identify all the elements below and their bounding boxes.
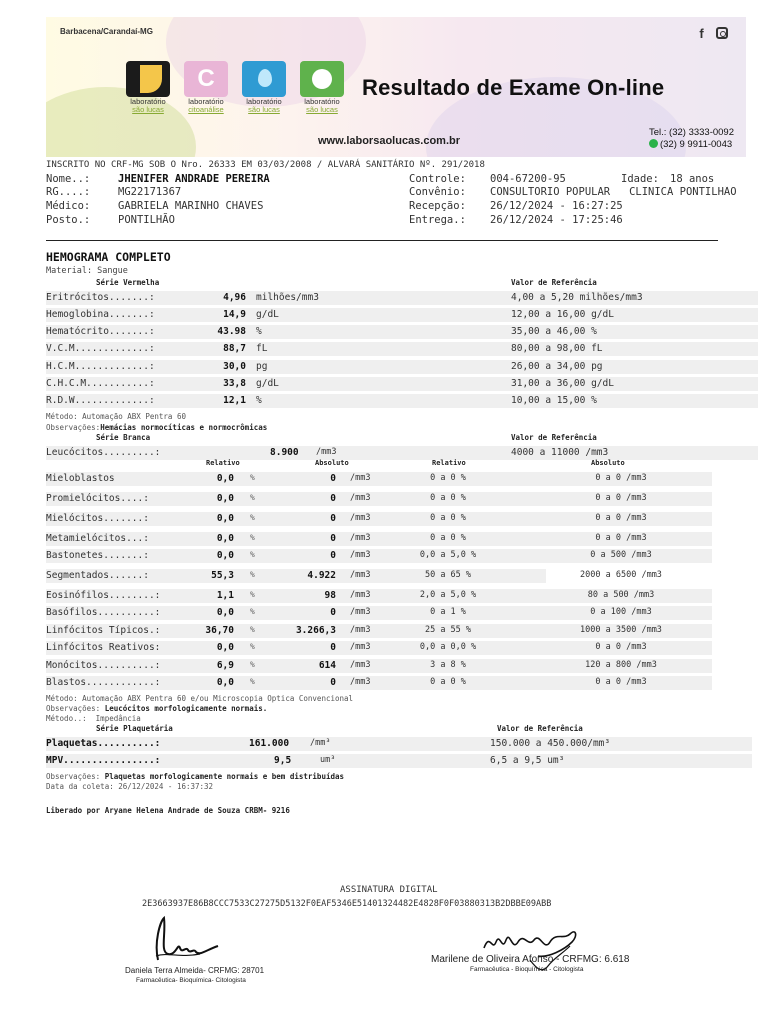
row-unit: /mm3 bbox=[350, 493, 371, 503]
row-label: Basófilos..........: bbox=[46, 607, 161, 618]
row-relative: 0,0 bbox=[216, 607, 234, 618]
row-absolute: 3.266,3 bbox=[295, 625, 336, 636]
table-row bbox=[46, 291, 758, 305]
social-links bbox=[695, 27, 728, 40]
patient-rg: MG22171367 bbox=[118, 186, 182, 198]
reception-label: Recepção: bbox=[409, 200, 466, 212]
row-relative: 55,3 bbox=[211, 570, 234, 581]
page-title: Resultado de Exame On-line bbox=[362, 75, 665, 100]
platelet-value: 161.000 bbox=[249, 738, 290, 749]
row-ref-absolute: 80 a 500 /mm3 bbox=[587, 590, 655, 600]
row-label: C.H.C.M...........: bbox=[46, 378, 155, 389]
row-ref-absolute: 0 a 500 /mm3 bbox=[590, 550, 652, 560]
row-relative: 0,0 bbox=[216, 642, 234, 653]
row-relative: 1,1 bbox=[216, 590, 234, 601]
row-unit: % bbox=[256, 395, 262, 406]
row-reference: 10,00 a 15,00 % bbox=[511, 395, 597, 406]
released-by: Liberado por Aryane Helena Andrade de Souza CRBM- 9216 bbox=[46, 806, 290, 815]
agreement-label: Convênio: bbox=[409, 186, 466, 198]
age-label: Idade: bbox=[621, 173, 659, 185]
row-percent: % bbox=[250, 570, 255, 579]
delivery-label: Entrega.: bbox=[409, 214, 466, 226]
table-row bbox=[46, 342, 758, 356]
row-value: 88,7 bbox=[223, 343, 246, 354]
row-unit: /mm3 bbox=[350, 533, 371, 543]
row-label: Hematócrito.......: bbox=[46, 326, 155, 337]
row-relative: 0,0 bbox=[216, 513, 234, 524]
row-ref-absolute: 0 a 0 /mm3 bbox=[595, 677, 647, 687]
col-ref-absoluto: Absoluto bbox=[591, 459, 625, 467]
table-row bbox=[46, 624, 712, 638]
table-row bbox=[46, 446, 758, 460]
leuco-value: 8.900 bbox=[270, 447, 299, 458]
patient-age: 18 anos bbox=[670, 173, 715, 185]
white-method2: Método..: Impedância bbox=[46, 714, 141, 723]
row-absolute: 0 bbox=[330, 642, 336, 653]
table-row bbox=[46, 377, 758, 391]
row-ref-relative: 50 a 65 % bbox=[424, 570, 472, 580]
row-unit: /mm3 bbox=[350, 642, 371, 652]
table-row bbox=[46, 308, 758, 322]
row-absolute: 0 bbox=[330, 473, 336, 484]
row-absolute: 0 bbox=[330, 533, 336, 544]
row-label: R.D.W.............: bbox=[46, 395, 155, 406]
platelet-series-title: Série Plaquetária bbox=[96, 724, 173, 733]
row-ref-absolute: 0 a 0 /mm3 bbox=[595, 513, 647, 523]
mpv-unit: um³ bbox=[320, 755, 336, 765]
row-reference: 31,00 a 36,00 g/dL bbox=[511, 378, 614, 389]
row-percent: % bbox=[250, 513, 255, 522]
row-percent: % bbox=[250, 607, 255, 616]
collection-date: Data da coleta: 26/12/2024 - 16:37:32 bbox=[46, 782, 214, 791]
table-row bbox=[46, 492, 712, 506]
doctor-label: Médico: bbox=[46, 200, 91, 212]
row-percent: % bbox=[250, 550, 255, 559]
row-ref-relative: 0 a 0 % bbox=[430, 493, 466, 503]
table-row bbox=[46, 394, 758, 408]
control-number: 004-67200-95 bbox=[490, 173, 566, 185]
row-label: Blastos............: bbox=[46, 677, 161, 688]
row-unit: /mm3 bbox=[350, 550, 371, 560]
right-signer-name: Marilene de Oliveira Afonso - CRFMG: 6.618 bbox=[431, 954, 630, 965]
red-observations: Observações:Hemácias normocíticas e normocrômicas bbox=[46, 423, 268, 432]
city-label: Barbacena/Carandaí-MG bbox=[60, 27, 153, 36]
row-unit: fL bbox=[256, 343, 268, 354]
digital-signature-title: ASSINATURA DIGITAL bbox=[340, 885, 438, 895]
left-signer-name: Daniela Terra Almeida- CRFMG: 28701 bbox=[125, 966, 265, 975]
row-ref-absolute: 120 a 800 /mm3 bbox=[585, 660, 657, 670]
row-unit: /mm3 bbox=[350, 570, 371, 580]
row-unit: /mm3 bbox=[350, 677, 371, 687]
row-relative: 0,0 bbox=[216, 493, 234, 504]
row-ref-relative: 3 a 8 % bbox=[430, 660, 466, 670]
row-unit: /mm3 bbox=[350, 607, 371, 617]
row-absolute: 0 bbox=[330, 677, 336, 688]
row-unit: milhões/mm3 bbox=[256, 292, 319, 303]
row-ref-absolute: 0 a 0 /mm3 bbox=[595, 642, 647, 652]
row-absolute: 0 bbox=[330, 513, 336, 524]
row-unit: /mm3 bbox=[350, 660, 371, 670]
row-percent: % bbox=[250, 590, 255, 599]
row-absolute: 98 bbox=[324, 590, 336, 601]
table-row bbox=[46, 589, 712, 603]
digital-signature-hash: 2E3663937E86B8CCC7533C27275D5132F0EAF5346E51401324482E4828F0F03880313B2DBBE09ABB bbox=[142, 899, 552, 909]
table-row bbox=[46, 512, 712, 526]
row-relative: 0,0 bbox=[216, 677, 234, 688]
row-relative: 36,70 bbox=[205, 625, 234, 636]
row-label: V.C.M.............: bbox=[46, 343, 155, 354]
phone-number: Tel.: (32) 3333-0092 bbox=[648, 127, 734, 138]
whatsapp-icon bbox=[649, 139, 658, 148]
row-value: 4,96 bbox=[223, 292, 246, 303]
table-row bbox=[46, 606, 712, 620]
post-name: PONTILHÃO bbox=[118, 214, 175, 226]
row-percent: % bbox=[250, 473, 255, 482]
row-label: Bastonetes.......: bbox=[46, 550, 149, 561]
row-ref-relative: 0 a 0 % bbox=[430, 533, 466, 543]
row-label: Eosinófilos........: bbox=[46, 590, 161, 601]
divider bbox=[46, 240, 718, 241]
table-row bbox=[46, 659, 712, 673]
left-signature-image bbox=[150, 912, 222, 966]
row-label: Metamielócitos...: bbox=[46, 533, 149, 544]
row-absolute: 0 bbox=[330, 493, 336, 504]
table-row bbox=[46, 754, 752, 768]
row-reference: 80,00 a 98,00 fL bbox=[511, 343, 603, 354]
row-relative: 6,9 bbox=[216, 660, 234, 671]
row-ref-absolute: 2000 a 6500 /mm3 bbox=[580, 570, 662, 580]
row-reference: 12,00 a 16,00 g/dL bbox=[511, 309, 614, 320]
row-reference: 26,00 a 34,00 pg bbox=[511, 361, 603, 372]
leuco-unit: /mm3 bbox=[316, 447, 337, 457]
row-label: Monócitos..........: bbox=[46, 660, 161, 671]
row-unit: /mm3 bbox=[350, 625, 371, 635]
post-label: Posto.: bbox=[46, 214, 91, 226]
table-row bbox=[46, 641, 712, 655]
row-ref-absolute: 0 a 100 /mm3 bbox=[590, 607, 652, 617]
row-ref-absolute: 0 a 0 /mm3 bbox=[595, 473, 647, 483]
white-method: Método: Automação ABX Pentra 60 e/ou Microscopia Optica Convencional bbox=[46, 694, 354, 703]
whatsapp-number: (32) 9 9911-0043 bbox=[649, 139, 734, 151]
website-link[interactable]: www.laborsaolucas.com.br bbox=[318, 135, 461, 147]
platelet-unit: /mm³ bbox=[310, 738, 331, 748]
row-percent: % bbox=[250, 677, 255, 686]
col-relativo: Relativo bbox=[206, 459, 240, 467]
row-ref-relative: 0,0 a 5,0 % bbox=[419, 550, 477, 560]
col-ref-relativo: Relativo bbox=[432, 459, 466, 467]
row-unit: pg bbox=[256, 361, 268, 372]
row-unit: /mm3 bbox=[350, 513, 371, 523]
row-unit: /mm3 bbox=[350, 590, 371, 600]
row-label: Eritrócitos.......: bbox=[46, 292, 155, 303]
row-ref-relative: 25 a 55 % bbox=[424, 625, 472, 635]
contact-info bbox=[649, 127, 734, 151]
left-signer-role: Farmacêutica- Bioquímica- Citologista bbox=[136, 977, 246, 984]
row-value: 30,0 bbox=[223, 361, 246, 372]
row-percent: % bbox=[250, 625, 255, 634]
row-percent: % bbox=[250, 533, 255, 542]
row-absolute: 614 bbox=[318, 660, 336, 671]
agreement-name: CONSULTORIO POPULAR CLINICA PONTILHÃO bbox=[490, 186, 737, 198]
row-label: Mielócitos.......: bbox=[46, 513, 149, 524]
white-observations: Observações: Leucócitos morfologicamente normais. bbox=[46, 704, 268, 713]
row-ref-relative: 0,0 a 0,0 % bbox=[419, 642, 477, 652]
name-label: Nome..: bbox=[46, 173, 91, 185]
row-percent: % bbox=[250, 642, 255, 651]
row-ref-relative: 0 a 1 % bbox=[430, 607, 466, 617]
row-unit: % bbox=[256, 326, 262, 337]
row-ref-absolute: 1000 a 3500 /mm3 bbox=[580, 625, 662, 635]
vet-logo: laboratório são lucas bbox=[300, 61, 344, 114]
row-reference: 35,00 a 46,00 % bbox=[511, 326, 597, 337]
row-value: 33,8 bbox=[223, 378, 246, 389]
row-ref-relative: 2,0 a 5,0 % bbox=[419, 590, 477, 600]
red-ref-title: Valor de Referência bbox=[511, 278, 597, 287]
row-ref-relative: 0 a 0 % bbox=[430, 513, 466, 523]
row-reference: 4,00 a 5,20 milhões/mm3 bbox=[511, 292, 643, 303]
table-row bbox=[46, 549, 712, 563]
lab-sao-lucas-logo: laboratório são lucas bbox=[126, 61, 170, 114]
white-series-title: Série Branca bbox=[96, 433, 151, 442]
platelet-label: Plaquetas..........: bbox=[46, 738, 161, 749]
col-absoluto: Absoluto bbox=[315, 459, 349, 467]
table-row bbox=[46, 532, 712, 546]
row-label: Promielócitos....: bbox=[46, 493, 149, 504]
table-row bbox=[46, 676, 712, 690]
leuco-ref: 4000 a 11000 /mm3 bbox=[511, 447, 609, 458]
row-ref-relative: 0 a 0 % bbox=[430, 677, 466, 687]
red-series-title: Série Vermelha bbox=[96, 278, 160, 287]
row-label: H.C.M.............: bbox=[46, 361, 155, 372]
row-label: Mieloblastos bbox=[46, 473, 115, 484]
mpv-value: 9,5 bbox=[274, 755, 292, 766]
material-label: Material: Sangue bbox=[46, 266, 128, 276]
table-row bbox=[46, 360, 758, 374]
registration-info: INSCRITO NO CRF-MG SOB O Nro. 26333 EM 03/03/2008 / ALVARÁ SANITÁRIO Nº. 291/2018 bbox=[46, 160, 485, 170]
patient-name: JHENIFER ANDRADE PEREIRA bbox=[118, 173, 270, 185]
delivery-date: 26/12/2024 - 17:25:46 bbox=[490, 214, 623, 226]
lab-logos bbox=[126, 61, 344, 114]
mpv-ref: 6,5 a 9,5 um³ bbox=[490, 755, 565, 766]
rg-label: RG....: bbox=[46, 186, 91, 198]
white-ref-title: Valor de Referência bbox=[511, 433, 597, 442]
row-ref-absolute: 0 a 0 /mm3 bbox=[595, 493, 647, 503]
red-method: Método: Automação ABX Pentra 60 bbox=[46, 412, 186, 421]
citoanalise-logo: C laboratório citoanálise bbox=[184, 61, 228, 114]
row-absolute: 0 bbox=[330, 550, 336, 561]
table-row bbox=[46, 737, 752, 751]
reception-date: 26/12/2024 - 16:27:25 bbox=[490, 200, 623, 212]
row-percent: % bbox=[250, 660, 255, 669]
row-ref-absolute: 0 a 0 /mm3 bbox=[595, 533, 647, 543]
vacina-logo: laboratório são lucas bbox=[242, 61, 286, 114]
row-label: Segmentados......: bbox=[46, 570, 149, 581]
control-label: Controle: bbox=[409, 173, 466, 185]
row-value: 43.98 bbox=[217, 326, 246, 337]
table-row bbox=[46, 569, 662, 583]
row-label: Linfócitos Típicos.: bbox=[46, 625, 161, 636]
doctor-name: GABRIELA MARINHO CHAVES bbox=[118, 200, 264, 212]
right-signer-role: Farmacêutica - Bioquímica - Citologista bbox=[470, 966, 584, 973]
row-absolute: 0 bbox=[330, 607, 336, 618]
instagram-icon[interactable] bbox=[716, 27, 728, 39]
row-relative: 0,0 bbox=[216, 533, 234, 544]
table-row bbox=[46, 325, 758, 339]
row-value: 14,9 bbox=[223, 309, 246, 320]
row-relative: 0,0 bbox=[216, 550, 234, 561]
platelet-ref: 150.000 a 450.000/mm³ bbox=[490, 738, 611, 749]
row-label: Hemoglobina.......: bbox=[46, 309, 155, 320]
leuco-label: Leucócitos.........: bbox=[46, 447, 161, 458]
row-percent: % bbox=[250, 493, 255, 502]
row-relative: 0,0 bbox=[216, 473, 234, 484]
platelet-observations: Observações: Plaquetas morfologicamente normais e bem distribuídas bbox=[46, 772, 345, 781]
row-label: Linfócitos Reativos: bbox=[46, 642, 161, 653]
row-ref-relative: 0 a 0 % bbox=[430, 473, 466, 483]
facebook-icon[interactable]: f bbox=[699, 26, 704, 41]
mpv-label: MPV................: bbox=[46, 755, 161, 766]
row-unit: g/dL bbox=[256, 378, 279, 389]
row-unit: g/dL bbox=[256, 309, 279, 320]
platelet-ref-title: Valor de Referência bbox=[497, 724, 583, 733]
row-absolute: 4.922 bbox=[307, 570, 336, 581]
table-row bbox=[46, 472, 712, 486]
exam-title: HEMOGRAMA COMPLETO bbox=[46, 250, 171, 264]
row-value: 12,1 bbox=[223, 395, 246, 406]
header-banner bbox=[46, 17, 746, 157]
row-unit: /mm3 bbox=[350, 473, 371, 483]
